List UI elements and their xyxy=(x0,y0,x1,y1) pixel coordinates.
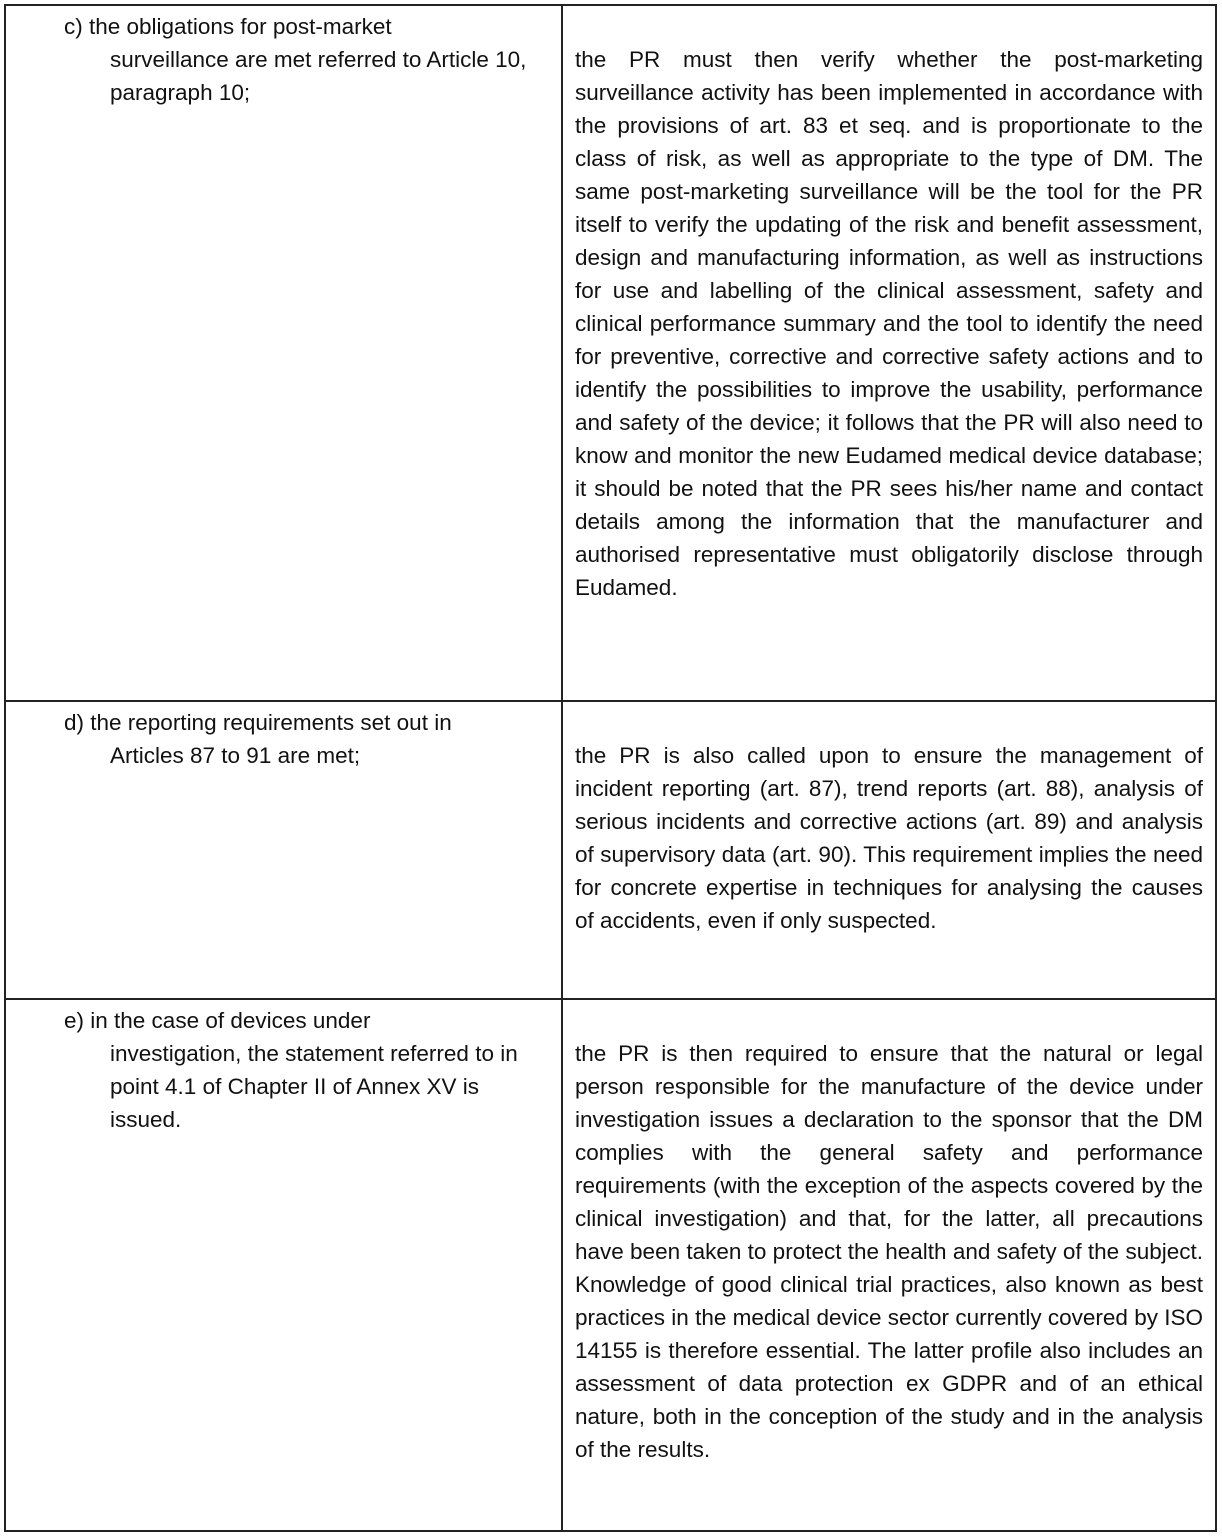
clause-cell xyxy=(5,701,562,999)
clause-text: Articles 87 to 91 are met; xyxy=(110,743,361,768)
explanation-cell xyxy=(562,701,1216,999)
explanation-text: the PR is also called upon to ensure the management of incident reporting (art. 87), trend reports (art. 88), analysis of serious incidents and corrective actions (art. 89) and analysis of supervisory data (art. 90). This requirement implies the need for concrete expertise in techniques for analysing the causes of accidents, even if only suspected. xyxy=(575,743,1203,933)
clause-text: surveillance are met referred to Article 10, paragraph 10; xyxy=(110,47,527,105)
explanation-text: the PR is then required to ensure that the natural or legal person responsible for the manufacture of the device under investigation issues a declaration to the sponsor that the DM complies with the general safety and performance requirements (with the exception of the aspects covered by the clinical investigation) and that, for the latter, all precautions have been taken to protect the health and safety of the subject. Knowledge of good clinical trial practices, also known as best practices in the medical device sector currently covered by ISO 14155 is therefore essential. The latter profile also includes an assessment of data protection ex GDPR and of an ethical nature, both in the conception of the study and in the analysis of the results. xyxy=(575,1041,1203,1462)
clause-label: e) in the case of devices under xyxy=(64,1008,371,1033)
table-row xyxy=(5,999,1216,1531)
clause-cell xyxy=(5,5,562,701)
explanation-cell xyxy=(562,999,1216,1531)
table-row xyxy=(5,701,1216,999)
explanation-cell xyxy=(562,5,1216,701)
explanation-text: the PR must then verify whether the post-marketing surveillance activity has been implemented in accordance with the provisions of art. 83 et seq. and is proportionate to the class of risk, as well as appropriate to the type of DM. The same post-marketing surveillance will be the tool for the PR itself to verify the updating of the risk and benefit assessment, design and manufacturing information, as well as instructions for use and labelling of the clinical assessment, safety and clinical performance summary and the tool to identify the need for preventive, corrective and corrective safety actions and to identify the possibilities to improve the usability, performance and safety of the device; it follows that the PR will also need to know and monitor the new Eudamed medical device database; it should be noted that the PR sees his/her name and contact details among the information that the manufacturer and authorised representative must obligatorily disclose through Eudamed. xyxy=(575,47,1203,600)
clause-text: investigation, the statement referred to in point 4.1 of Chapter II of Annex XV is issued. xyxy=(110,1041,518,1132)
clause-cell xyxy=(5,999,562,1531)
table-row xyxy=(5,5,1216,701)
obligations-table xyxy=(4,4,1217,1532)
clause-label: d) the reporting requirements set out in xyxy=(64,710,452,735)
clause-label: c) the obligations for post-market xyxy=(64,14,392,39)
